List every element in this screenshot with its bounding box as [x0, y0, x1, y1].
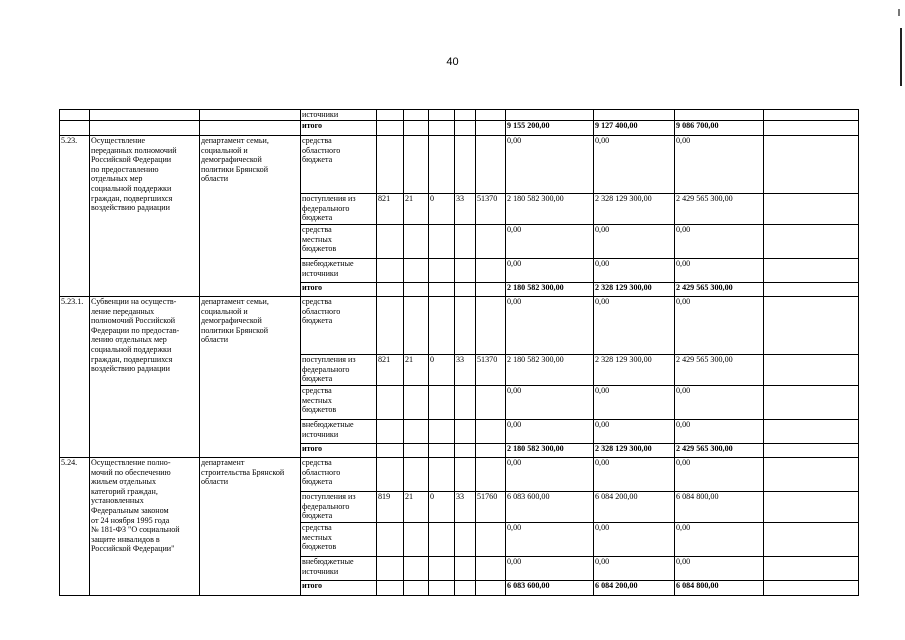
note-cell	[764, 259, 859, 283]
gov-code-cell: 821	[377, 194, 404, 225]
funding-source-cell: итого	[301, 283, 377, 297]
item-name-cell: Осуществление полно- мочий по обеспечению жильем отдельных категорий граждан, установленных Федеральным законом от 24 ноября 1995 года № 181-ФЗ "О социальной защите инвалидов в Российской Федерации"	[90, 458, 200, 596]
subsection-code-cell	[429, 136, 455, 194]
amount-2019-cell: 0,00	[506, 259, 594, 283]
target-code-cell: 51370	[476, 194, 506, 225]
amount-2020-cell: 2 328 129 300,00	[594, 444, 675, 458]
funding-source-cell: внебюджетные источники	[301, 420, 377, 444]
funding-source-cell: средства областного бюджета	[301, 458, 377, 492]
subsection-code-cell	[429, 110, 455, 121]
note-cell	[764, 581, 859, 596]
subsection-code-cell	[429, 121, 455, 136]
gov-code-cell	[377, 121, 404, 136]
section-code-cell	[404, 225, 429, 259]
subsection-code-cell	[429, 523, 455, 557]
program-code-cell	[455, 581, 476, 596]
amount-2021-cell: 2 429 565 300,00	[675, 283, 764, 297]
amount-2021-cell: 6 084 800,00	[675, 581, 764, 596]
subsection-code-cell	[429, 225, 455, 259]
executor-cell: департамент строительства Брянской области	[200, 458, 301, 596]
item-name-cell	[90, 121, 200, 136]
amount-2021-cell: 6 084 800,00	[675, 492, 764, 523]
section-code-cell	[404, 259, 429, 283]
amount-2020-cell: 0,00	[594, 225, 675, 259]
amount-2019-cell: 2 180 582 300,00	[506, 194, 594, 225]
amount-2021-cell: 0,00	[675, 225, 764, 259]
section-code-cell	[404, 297, 429, 355]
executor-cell: департамент семьи, социальной и демографической политики Брянской области	[200, 297, 301, 458]
funding-source-cell: итого	[301, 581, 377, 596]
section-code-cell	[404, 523, 429, 557]
table-row	[60, 136, 859, 194]
program-code-cell	[455, 386, 476, 420]
program-code-cell	[455, 121, 476, 136]
executor-cell	[200, 110, 301, 121]
section-code-cell	[404, 386, 429, 420]
target-code-cell	[476, 297, 506, 355]
amount-2019-cell: 6 083 600,00	[506, 492, 594, 523]
subsection-code-cell	[429, 283, 455, 297]
target-code-cell	[476, 386, 506, 420]
amount-2020-cell: 2 328 129 300,00	[594, 194, 675, 225]
program-code-cell	[455, 136, 476, 194]
gov-code-cell	[377, 557, 404, 581]
amount-2019-cell	[506, 110, 594, 121]
subsection-code-cell: 0	[429, 355, 455, 386]
subsection-code-cell	[429, 297, 455, 355]
note-cell	[764, 458, 859, 492]
funding-source-cell: средства местных бюджетов	[301, 225, 377, 259]
note-cell	[764, 136, 859, 194]
amount-2019-cell: 0,00	[506, 386, 594, 420]
gov-code-cell	[377, 110, 404, 121]
program-code-cell	[455, 110, 476, 121]
note-cell	[764, 557, 859, 581]
note-cell	[764, 492, 859, 523]
amount-2020-cell	[594, 110, 675, 121]
note-cell	[764, 194, 859, 225]
amount-2021-cell: 0,00	[675, 420, 764, 444]
amount-2021-cell: 0,00	[675, 386, 764, 420]
item-number-cell	[60, 110, 90, 121]
page-number: 40	[446, 56, 459, 68]
funding-source-cell: внебюджетные источники	[301, 557, 377, 581]
budget-table	[59, 109, 859, 596]
amount-2019-cell: 2 180 582 300,00	[506, 355, 594, 386]
gov-code-cell	[377, 225, 404, 259]
gov-code-cell	[377, 259, 404, 283]
amount-2019-cell: 0,00	[506, 523, 594, 557]
program-code-cell	[455, 458, 476, 492]
target-code-cell	[476, 121, 506, 136]
amount-2021-cell: 0,00	[675, 297, 764, 355]
section-code-cell: 21	[404, 194, 429, 225]
note-cell	[764, 420, 859, 444]
amount-2020-cell: 0,00	[594, 458, 675, 492]
amount-2020-cell: 0,00	[594, 420, 675, 444]
amount-2021-cell: 0,00	[675, 136, 764, 194]
subsection-code-cell	[429, 259, 455, 283]
amount-2020-cell: 6 084 200,00	[594, 492, 675, 523]
funding-source-cell: поступления из федерального бюджета	[301, 492, 377, 523]
section-code-cell	[404, 557, 429, 581]
gov-code-cell	[377, 458, 404, 492]
gov-code-cell	[377, 297, 404, 355]
program-code-cell: 33	[455, 355, 476, 386]
amount-2021-cell: 2 429 565 300,00	[675, 444, 764, 458]
amount-2020-cell: 0,00	[594, 297, 675, 355]
program-code-cell	[455, 283, 476, 297]
amount-2020-cell: 6 084 200,00	[594, 581, 675, 596]
section-code-cell	[404, 121, 429, 136]
subsection-code-cell: 0	[429, 194, 455, 225]
note-cell	[764, 386, 859, 420]
amount-2020-cell: 0,00	[594, 523, 675, 557]
amount-2020-cell: 0,00	[594, 259, 675, 283]
amount-2019-cell: 0,00	[506, 458, 594, 492]
target-code-cell	[476, 444, 506, 458]
item-number-cell	[60, 121, 90, 136]
amount-2019-cell: 6 083 600,00	[506, 581, 594, 596]
amount-2019-cell: 0,00	[506, 136, 594, 194]
item-number-cell: 5.24.	[60, 458, 90, 596]
funding-source-cell: средства местных бюджетов	[301, 523, 377, 557]
amount-2020-cell: 9 127 400,00	[594, 121, 675, 136]
amount-2019-cell: 0,00	[506, 297, 594, 355]
target-code-cell	[476, 420, 506, 444]
gov-code-cell	[377, 444, 404, 458]
program-code-cell	[455, 420, 476, 444]
subsection-code-cell	[429, 581, 455, 596]
gov-code-cell	[377, 386, 404, 420]
item-number-cell: 5.23.1.	[60, 297, 90, 458]
gov-code-cell	[377, 136, 404, 194]
section-code-cell	[404, 420, 429, 444]
amount-2019-cell: 9 155 200,00	[506, 121, 594, 136]
note-cell	[764, 523, 859, 557]
amount-2020-cell: 2 328 129 300,00	[594, 283, 675, 297]
table-row	[60, 121, 859, 136]
amount-2021-cell: 2 429 565 300,00	[675, 194, 764, 225]
amount-2019-cell: 0,00	[506, 420, 594, 444]
scan-mark	[898, 9, 900, 16]
item-name-cell: Субвенции на осуществ- ление переданных полномочий Российской Федерации по предостав- лению отдельных мер социальной поддержки граждан, подвергшихся воздействию радиации	[90, 297, 200, 458]
amount-2021-cell: 0,00	[675, 259, 764, 283]
gov-code-cell: 821	[377, 355, 404, 386]
funding-source-cell: источники	[301, 110, 377, 121]
program-code-cell	[455, 225, 476, 259]
executor-cell	[200, 121, 301, 136]
program-code-cell	[455, 259, 476, 283]
gov-code-cell	[377, 523, 404, 557]
section-code-cell	[404, 110, 429, 121]
note-cell	[764, 110, 859, 121]
target-code-cell: 51370	[476, 355, 506, 386]
amount-2020-cell: 2 328 129 300,00	[594, 355, 675, 386]
funding-source-cell: итого	[301, 121, 377, 136]
target-code-cell	[476, 458, 506, 492]
subsection-code-cell	[429, 444, 455, 458]
gov-code-cell	[377, 283, 404, 297]
funding-source-cell: итого	[301, 444, 377, 458]
section-code-cell: 21	[404, 355, 429, 386]
target-code-cell	[476, 110, 506, 121]
funding-source-cell: средства областного бюджета	[301, 136, 377, 194]
section-code-cell	[404, 283, 429, 297]
subsection-code-cell	[429, 557, 455, 581]
amount-2019-cell: 2 180 582 300,00	[506, 283, 594, 297]
program-code-cell	[455, 523, 476, 557]
note-cell	[764, 297, 859, 355]
amount-2020-cell: 0,00	[594, 557, 675, 581]
target-code-cell	[476, 523, 506, 557]
funding-source-cell: внебюджетные источники	[301, 259, 377, 283]
section-code-cell	[404, 458, 429, 492]
funding-source-cell: средства областного бюджета	[301, 297, 377, 355]
section-code-cell: 21	[404, 492, 429, 523]
amount-2021-cell: 0,00	[675, 523, 764, 557]
note-cell	[764, 444, 859, 458]
program-code-cell	[455, 444, 476, 458]
program-code-cell: 33	[455, 492, 476, 523]
subsection-code-cell	[429, 386, 455, 420]
funding-source-cell: поступления из федерального бюджета	[301, 355, 377, 386]
note-cell	[764, 225, 859, 259]
target-code-cell: 51760	[476, 492, 506, 523]
amount-2019-cell: 0,00	[506, 225, 594, 259]
subsection-code-cell: 0	[429, 492, 455, 523]
target-code-cell	[476, 225, 506, 259]
section-code-cell	[404, 136, 429, 194]
note-cell	[764, 355, 859, 386]
amount-2019-cell: 0,00	[506, 557, 594, 581]
subsection-code-cell	[429, 458, 455, 492]
funding-source-cell: поступления из федерального бюджета	[301, 194, 377, 225]
amount-2021-cell: 0,00	[675, 458, 764, 492]
amount-2021-cell: 9 086 700,00	[675, 121, 764, 136]
target-code-cell	[476, 581, 506, 596]
item-number-cell: 5.23.	[60, 136, 90, 297]
table-row	[60, 458, 859, 492]
target-code-cell	[476, 136, 506, 194]
amount-2020-cell: 0,00	[594, 386, 675, 420]
amount-2021-cell: 0,00	[675, 557, 764, 581]
gov-code-cell: 819	[377, 492, 404, 523]
subsection-code-cell	[429, 420, 455, 444]
amount-2021-cell	[675, 110, 764, 121]
funding-source-cell: средства местных бюджетов	[301, 386, 377, 420]
item-name-cell: Осуществление переданных полномочий Российской Федерации по предоставлению отдельных мер социальной поддержки граждан, подвергшихся воздействию радиации	[90, 136, 200, 297]
program-code-cell	[455, 297, 476, 355]
program-code-cell: 33	[455, 194, 476, 225]
section-code-cell	[404, 581, 429, 596]
item-name-cell	[90, 110, 200, 121]
amount-2021-cell: 2 429 565 300,00	[675, 355, 764, 386]
amount-2019-cell: 2 180 582 300,00	[506, 444, 594, 458]
note-cell	[764, 121, 859, 136]
table-row	[60, 297, 859, 355]
note-cell	[764, 283, 859, 297]
program-code-cell	[455, 557, 476, 581]
target-code-cell	[476, 259, 506, 283]
section-code-cell	[404, 444, 429, 458]
gov-code-cell	[377, 420, 404, 444]
table-row	[60, 110, 859, 121]
gov-code-cell	[377, 581, 404, 596]
amount-2020-cell: 0,00	[594, 136, 675, 194]
executor-cell: департамент семьи, социальной и демографической политики Брянской области	[200, 136, 301, 297]
target-code-cell	[476, 557, 506, 581]
target-code-cell	[476, 283, 506, 297]
